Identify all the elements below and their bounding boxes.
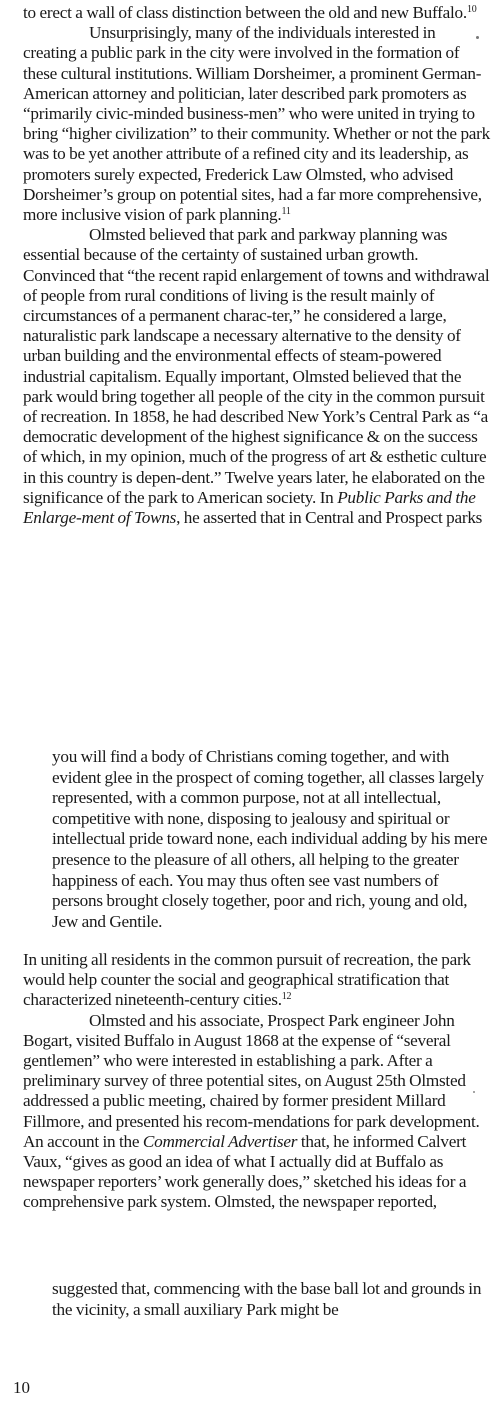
page-number: 10 [13,1378,30,1397]
footnote-ref-12: 12 [281,991,292,1003]
paragraph-class-distinction: to erect a wall of class distinction between the old and new Buffalo.$^{10}$ [23,3,477,22]
paragraph-buffalo-visit: Olmsted and his associate, Prospect Park engineer John Bogart, visited Buffalo in August 1868 at the expense of “several gentlemen” who were interested in establishing a park. After a preliminary survey of three potential sites, on August 25th Olmsted addressed a public meeting, chaired by former president Millard Fillmore, and presented his recom-mendations for park development. An account in the Commercial Advertiser that, he informed Calvert Vaux, “gives as good an idea of what I actually did at Buffalo as newspaper reporters’ work generally does,” sketched his ideas for a comprehensive park system. Olmsted, the newspaper reported, [23,1010,480,1212]
paragraph-uniting-residents: In uniting all residents in the common pursuit of recreation, the park would help counter the social and geographical stratification that characterized nineteenth-century cities.$^{12}$ [23,950,471,1010]
footnote-ref-11: 11 [281,206,291,218]
block-quote-central-park: you will find a body of Christians coming together, and with evident glee in the prospect of coming together, all classes largely represented, with a common purpose, not at all intellectual, competitive with none, disposing to jealousy and spiritual or intellectual pride toward none, each individual adding by his mere presence to the pleasure of all others, all helping to the greater happiness of each. You may thus often see vast numbers of persons brought closely together, poor and rich, young and old, Jew and Gentile. [52,747,488,931]
paragraph-olmsted-belief: Olmsted believed that park and parkway planning was essential because of the certainty of sustained urban growth. Convinced that “the recent rapid enlargement of towns and withdrawal of people from rural conditions of living is the result mainly of circumstances of a permanent charac-ter,” he considered a large, naturalistic park landscape a necessary alternative to the density of urban building and the environmental effects of steam-powered industrial capitalism. Equally important, Olmsted believed that the park would bring together all people of the city in the common pursuit of recreation. In 1858, he had described New York’s Central Park as “a democratic development of the highest significance & on the success of which, in my opinion, much of the progress of art & esthetic culture in this country is depen-dent.” Twelve years later, he elaborated on the significance of the park to American society. In Public Parks and the Enlarge-ment of Towns, he asserted that in Central and Prospect parks [23,225,490,528]
book-title-public-parks: Public Parks and the Enlarge-ment of Towns [23,487,476,528]
newspaper-title-commercial-advertiser: Commercial Advertiser [142,1131,298,1151]
block-quote-newspaper: suggested that, commencing with the base ball lot and grounds in the vicinity, a small auxiliary Park might be [52,1279,482,1319]
paragraph-park-promoters: Unsurprisingly, many of the individuals interested in creating a public park in the city were involved in the formation of these cultural institutions. William Dorsheimer, a prominent German-American attorney and politician, later described park promoters as “primarily civic-minded business-men” who were united in trying to bring “higher civilization” to their community. Whether or not the park was to be yet another attribute of a refined city and its leadership, as promoters surely expected, Frederick Law Olmsted, who advised Dorsheimer’s group on potential sites, had a far more comprehensive, more inclusive vision of park planning.$^{11}$ [23,23,490,225]
body-text-block-1 [23,3,491,528]
footnote-ref-10: 10 [466,4,477,15]
body-text-block-2 [23,950,491,1213]
